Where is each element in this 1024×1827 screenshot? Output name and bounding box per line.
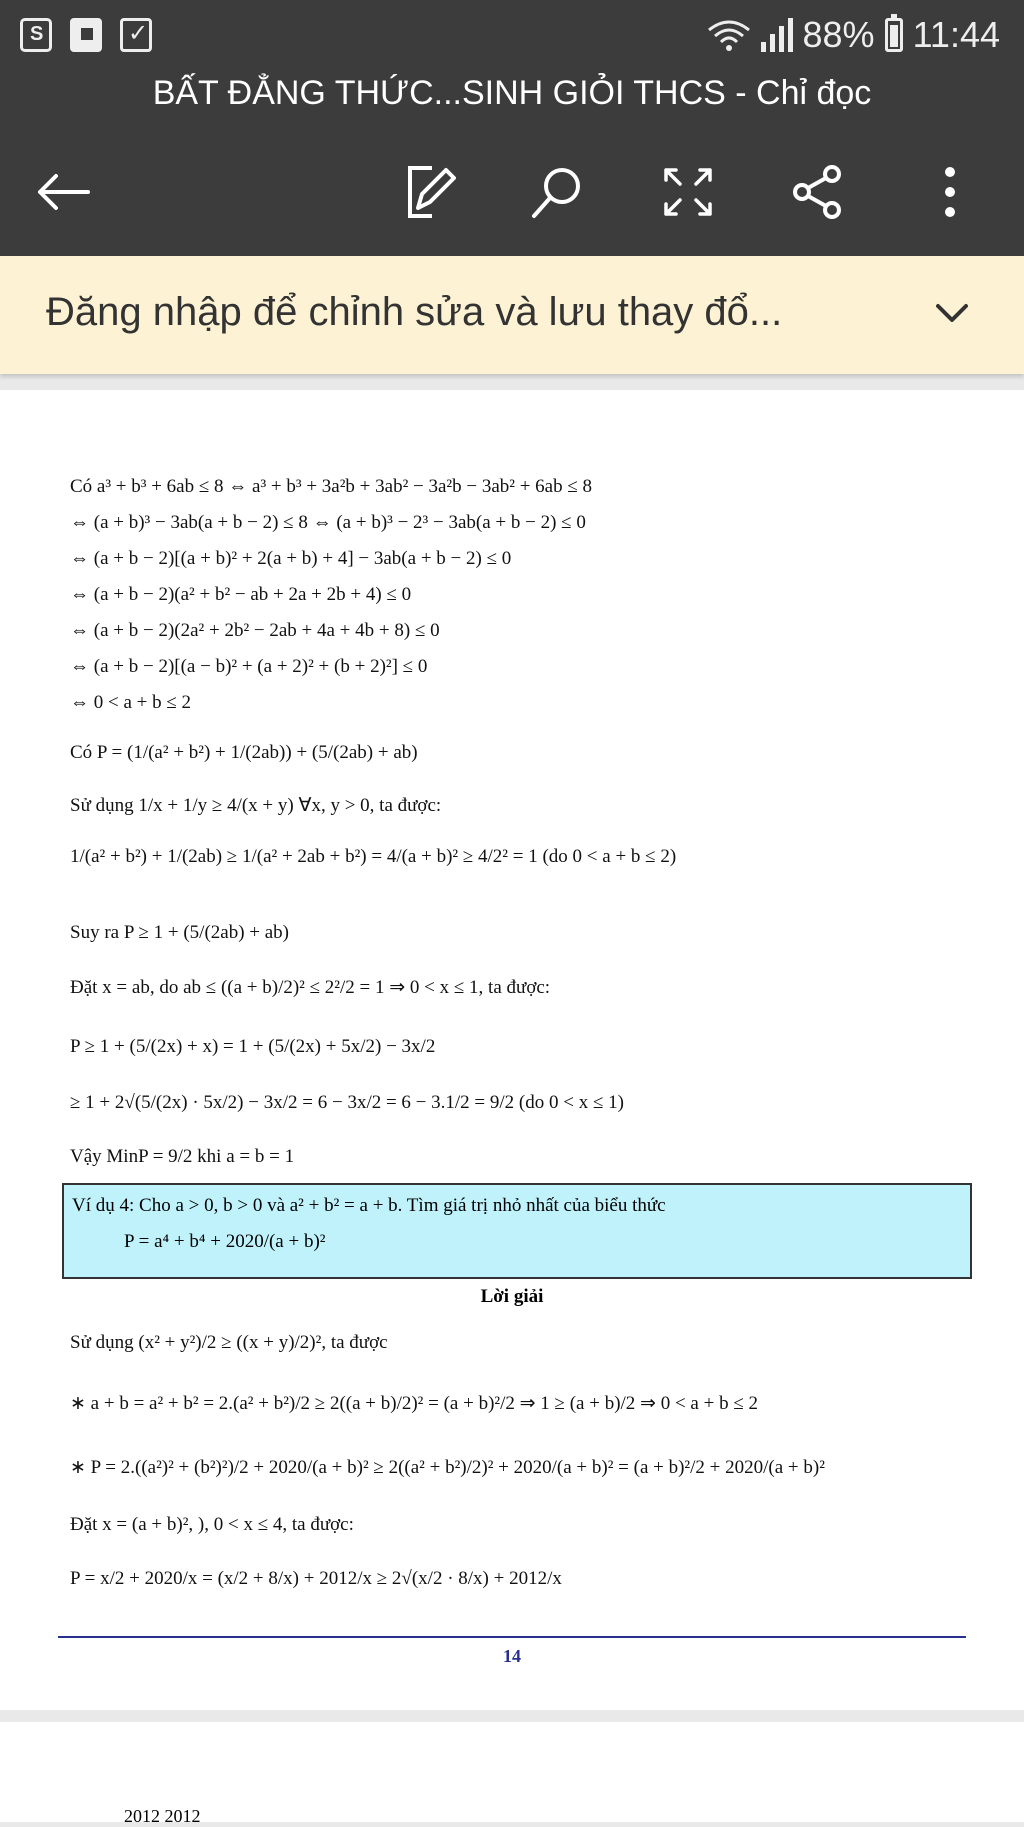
doc-line: Sử dụng (x² + y²)/2 ≥ ((x + y)/2)², ta được [70, 1332, 388, 1353]
doc-line: ⇔ (a + b − 2)(a² + b² − ab + 2a + 2b + 4) ≤ 0 [70, 584, 412, 605]
document-page[interactable] [0, 390, 1024, 1710]
doc-line: ⇔ (a + b)³ − 3ab(a + b − 2) ≤ 8 ⇔ (a + b)³ − 2³ − 3ab(a + b − 2) ≤ 0 [70, 512, 586, 533]
signal-icon [761, 18, 793, 52]
search-button[interactable] [526, 160, 590, 224]
doc-line: ∗ P = 2.((a²)² + (b²)²)/2 + 2020/(a + b)² ≥ 2((a² + b²)/2)² + 2020/(a + b)² = (a + b)²/2 + 2020/(a + b)² [70, 1457, 825, 1478]
next-page-fragment: 2012 2012 [124, 1806, 201, 1826]
doc-line: Vậy MinP = 9/2 khi a = b = 1 [70, 1146, 295, 1167]
doc-line: 1/(a² + b²) + 1/(2ab) ≥ 1/(a² + 2ab + b²) = 4/(a + b)² ≥ 4/2² = 1 (do 0 < a + b ≤ 2) [70, 846, 677, 867]
doc-line: Đặt x = (a + b)², ), 0 < x ≤ 4, ta được: [70, 1514, 354, 1535]
back-button[interactable] [30, 160, 94, 224]
doc-line: Sử dụng 1/x + 1/y ≥ 4/(x + y) ∀x, y > 0, ta được: [70, 795, 442, 816]
sign-in-banner-text: Đăng nhập để chỉnh sửa và lưu thay đổ... [46, 290, 783, 334]
flipboard-icon [70, 18, 102, 52]
fullscreen-button[interactable] [656, 160, 720, 224]
doc-line: Có P = (1/(a² + b²) + 1/(2ab)) + (5/(2ab) + ab) [70, 742, 418, 763]
battery-percent: 88% [802, 14, 875, 55]
doc-line: Suy ra P ≥ 1 + (5/(2ab) + ab) [70, 922, 290, 943]
doc-line: ∗ a + b = a² + b² = 2.(a² + b²)/2 ≥ 2((a + b)/2)² = (a + b)²/2 ⇒ 1 ≥ (a + b)/2 ⇒ 0 < a + b ≤ 2 [70, 1393, 759, 1414]
page-footer-rule [58, 1636, 966, 1638]
status-bar [0, 0, 1024, 72]
example-statement: Ví dụ 4: Cho a > 0, b > 0 và a² + b² = a + b. Tìm giá trị nhỏ nhất của biểu thức [72, 1195, 666, 1216]
fullscreen-icon [662, 166, 714, 218]
doc-line: Có a³ + b³ + 6ab ≤ 8 ⇔ a³ + b³ + 3a²b + 3ab² − 3a²b − 3ab² + 6ab ≤ 8 [70, 476, 593, 497]
doc-line: ⇔ (a + b − 2)(2a² + 2b² − 2ab + 4a + 4b + 8) ≤ 0 [70, 620, 440, 641]
toolbar [0, 150, 1024, 230]
share-icon [790, 164, 846, 220]
doc-line: P ≥ 1 + (5/(2x) + x) = 1 + (5/(2x) + 5x/2) − 3x/2 [70, 1036, 436, 1057]
chevron-down-icon[interactable] [930, 292, 974, 336]
document-title: BẤT ĐẲNG THỨC...SINH GIỎI THCS - Chỉ đọc [152, 74, 872, 112]
edit-pencil-icon [402, 162, 458, 222]
example-box [62, 1183, 972, 1279]
clock: 11:44 [912, 14, 1000, 55]
checklist-icon [120, 18, 152, 52]
share-button[interactable] [786, 160, 850, 224]
arrow-left-icon [34, 172, 90, 212]
search-icon [530, 164, 586, 220]
more-options-button[interactable] [918, 160, 982, 224]
app-bar [0, 0, 1024, 256]
battery-icon [885, 18, 903, 52]
doc-line: ⇔ 0 < a + b ≤ 2 [70, 692, 192, 713]
page-number: 14 [503, 1646, 521, 1666]
solution-heading: Lời giải [480, 1286, 544, 1307]
wifi-icon [707, 18, 751, 52]
more-vertical-icon [942, 164, 958, 220]
example-expression: P = a⁴ + b⁴ + 2020/(a + b)² [124, 1231, 326, 1252]
shopping-bag-icon [20, 18, 52, 52]
doc-line: P = x/2 + 2020/x = (x/2 + 8/x) + 2012/x ≥ 2√(x/2 · 8/x) + 2012/x [70, 1568, 562, 1589]
doc-line: Đặt x = ab, do ab ≤ ((a + b)/2)² ≤ 2²/2 = 1 ⇒ 0 < x ≤ 1, ta được: [70, 977, 551, 998]
doc-line: ⇔ (a + b − 2)[(a − b)² + (a + 2)² + (b + 2)²] ≤ 0 [70, 656, 428, 677]
edit-button[interactable] [398, 160, 462, 224]
doc-line: ⇔ (a + b − 2)[(a + b)² + 2(a + b) + 4] − 3ab(a + b − 2) ≤ 0 [70, 548, 512, 569]
sign-in-banner[interactable] [0, 256, 1024, 374]
doc-line: ≥ 1 + 2√(5/(2x) · 5x/2) − 3x/2 = 6 − 3x/2 = 6 − 3.1/2 = 9/2 (do 0 < x ≤ 1) [70, 1092, 624, 1113]
